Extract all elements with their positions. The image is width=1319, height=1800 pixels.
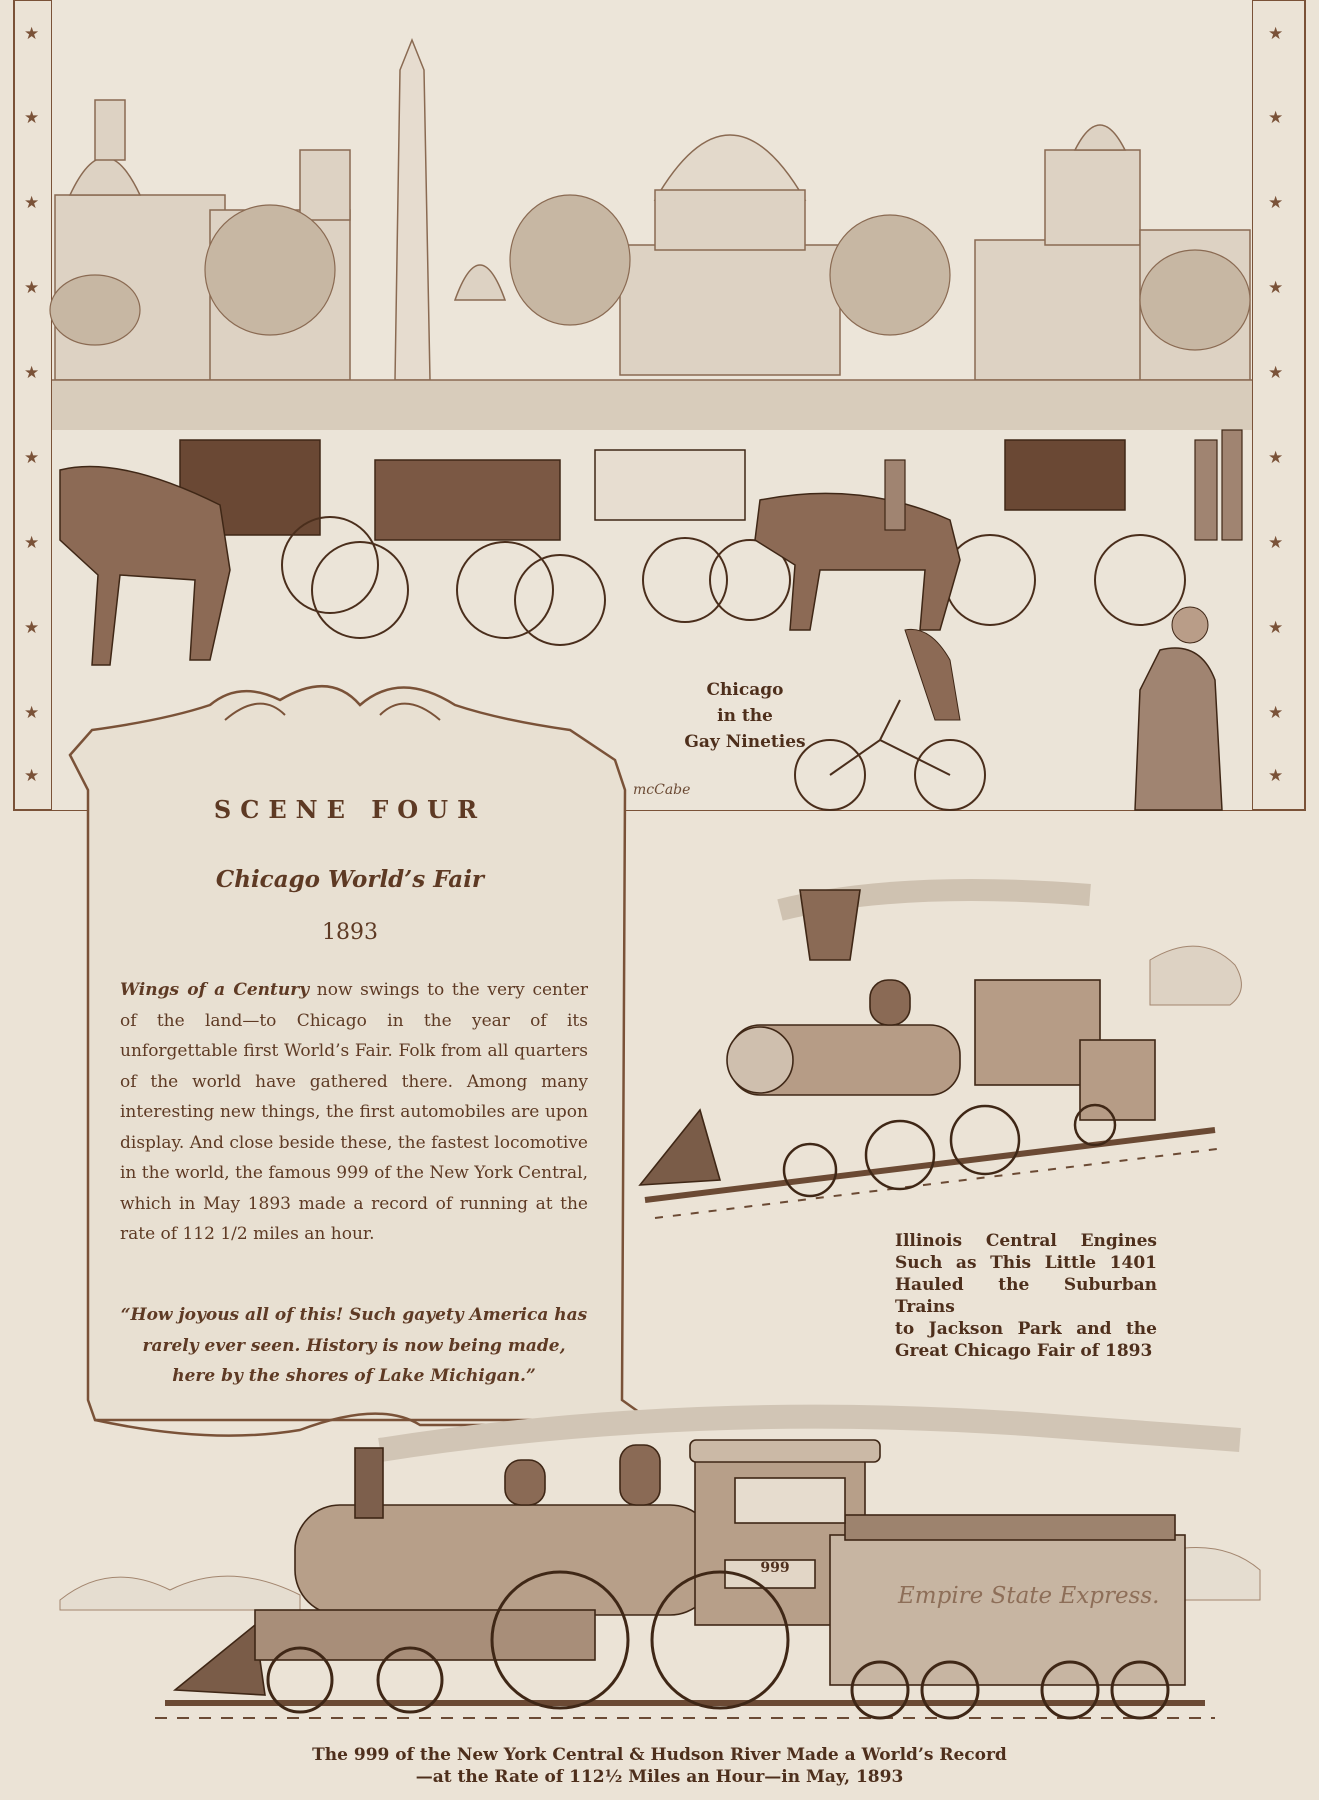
caption-line: Great Chicago Fair of 1893 [895,1341,1153,1361]
body-lead: Wings of a Century [120,980,310,1000]
caption-line: Illinois Central Engines [895,1231,1157,1251]
star-icon: ★ [24,108,40,128]
illinois-central-locomotive [640,890,1241,1218]
star-icon: ★ [24,766,40,786]
star-icon: ★ [24,24,40,44]
star-icon: ★ [1268,193,1284,213]
caption-chicago [670,677,820,755]
tender-lettering: Empire State Express. [898,1583,1160,1609]
artist-signature: mcCabe [633,782,691,798]
caption-line: in the [717,706,773,726]
star-icon: ★ [24,193,40,213]
star-icon: ★ [24,363,40,383]
star-icon: ★ [1268,533,1284,553]
caption-line: The 999 of the New York Central & Hudson River Made a World’s Record [312,1745,1007,1765]
body-text: now swings to the very center of the land—to Chicago in the year of its unforgettable first World’s Fair. Folk from all quarters of the world have gathered there. Among many interesting new things, the first automobiles are upon display. And close beside these, the fastest locomotive in the world, the famous 999 of the New York Central, which in May 1893 made a record of running at the rate of 112 1/2 miles an hour. [120,980,589,1244]
star-icon: ★ [24,278,40,298]
star-icon: ★ [1268,278,1284,298]
caption-line: Such as This Little 1401 [895,1253,1157,1273]
body-quote: “How joyous all of this! Such gayety America has rarely ever seen. History is now being made, here by the shores of Lake Michigan.” [120,1305,588,1386]
star-icon: ★ [24,618,40,638]
star-icon: ★ [1268,24,1284,44]
star-icon: ★ [1268,363,1284,383]
star-icon: ★ [24,533,40,553]
999-locomotive [60,1417,1260,1718]
caption-line: —at the Rate of 112½ Miles an Hour—in May, 1893 [415,1767,904,1787]
star-icon: ★ [24,703,40,723]
cab-number: 999 [760,1560,790,1576]
star-icon: ★ [1268,448,1284,468]
worlds-fair-illustration [14,0,1305,810]
caption-line: Chicago [706,680,784,700]
scene-subtitle: Chicago World’s Fair [215,866,485,893]
body-paragraph [120,975,588,1250]
star-icon: ★ [1268,618,1284,638]
star-icon: ★ [24,448,40,468]
caption-line: Gay Nineties [684,732,806,752]
star-icon: ★ [1268,766,1284,786]
caption-illinois-central [895,1230,1157,1362]
scene-year: 1893 [322,920,378,945]
star-icon: ★ [1268,703,1284,723]
star-icon: ★ [1268,108,1284,128]
caption-line: to Jackson Park and the [895,1319,1157,1339]
scene-heading: SCENE FOUR [213,795,487,824]
caption-999 [0,1744,1319,1788]
caption-line: Hauled the Suburban Trains [895,1275,1157,1317]
